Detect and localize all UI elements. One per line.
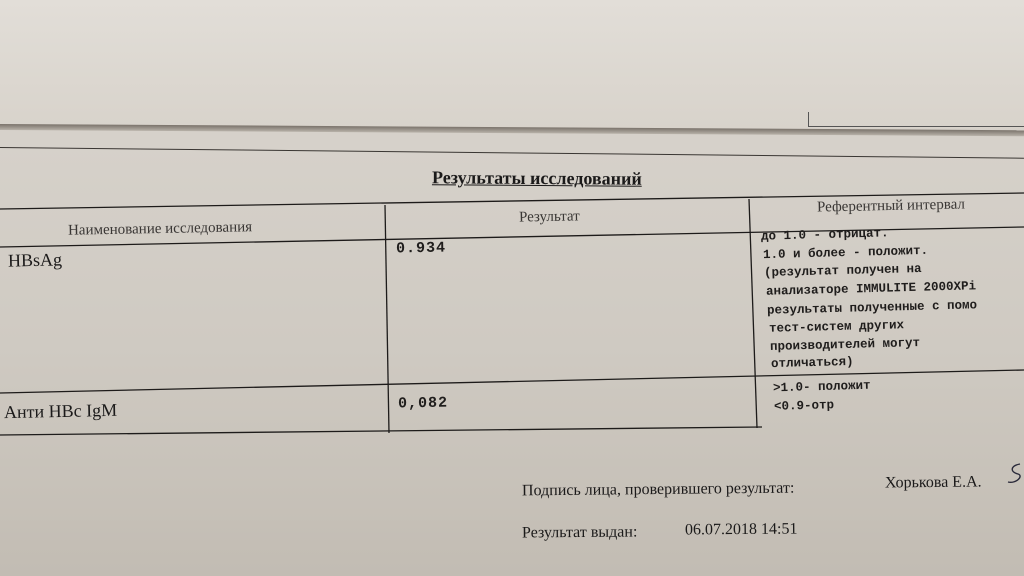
header-name: Наименование исследования [67, 219, 253, 239]
header-result: Результат [518, 208, 580, 226]
signature-label: Подпись лица, проверившего результат: [521, 479, 795, 500]
reference-line: <0.9-отр [773, 398, 835, 414]
result-hbsag: 0.934 [395, 239, 447, 258]
issued-datetime: 06.07.2018 14:51 [684, 520, 798, 539]
reference-line: до 1.0 - отрицат. [760, 226, 889, 244]
reference-line: тест-систем других [768, 318, 905, 336]
header-reference: Референтный интервал [816, 196, 966, 216]
reference-line: производителей могут [769, 336, 921, 354]
issued-label: Результат выдан: [521, 523, 638, 542]
handwritten-signature [1006, 462, 1024, 488]
test-name-hbsag: HBsAg [7, 249, 63, 271]
column-divider-2 [749, 199, 757, 428]
table-bottom-line [0, 427, 762, 435]
reference-line: >1.0- положит [772, 378, 871, 396]
result-anti-hbc-igm: 0,082 [397, 394, 449, 413]
document-title: Результаты исследований [431, 167, 642, 189]
reference-line: (результат получен на [763, 261, 922, 281]
signer-name: Хорькова Е.А. [884, 473, 982, 492]
reference-line: отличаться) [770, 354, 854, 372]
reference-line: результаты полученные с помо [766, 298, 978, 318]
test-name-anti-hbc-igm: Анти HBc IgM [3, 399, 118, 423]
reference-line: 1.0 и более - положит. [762, 243, 929, 263]
reference-line: анализаторе IMMULITE 2000XPi [765, 279, 977, 299]
